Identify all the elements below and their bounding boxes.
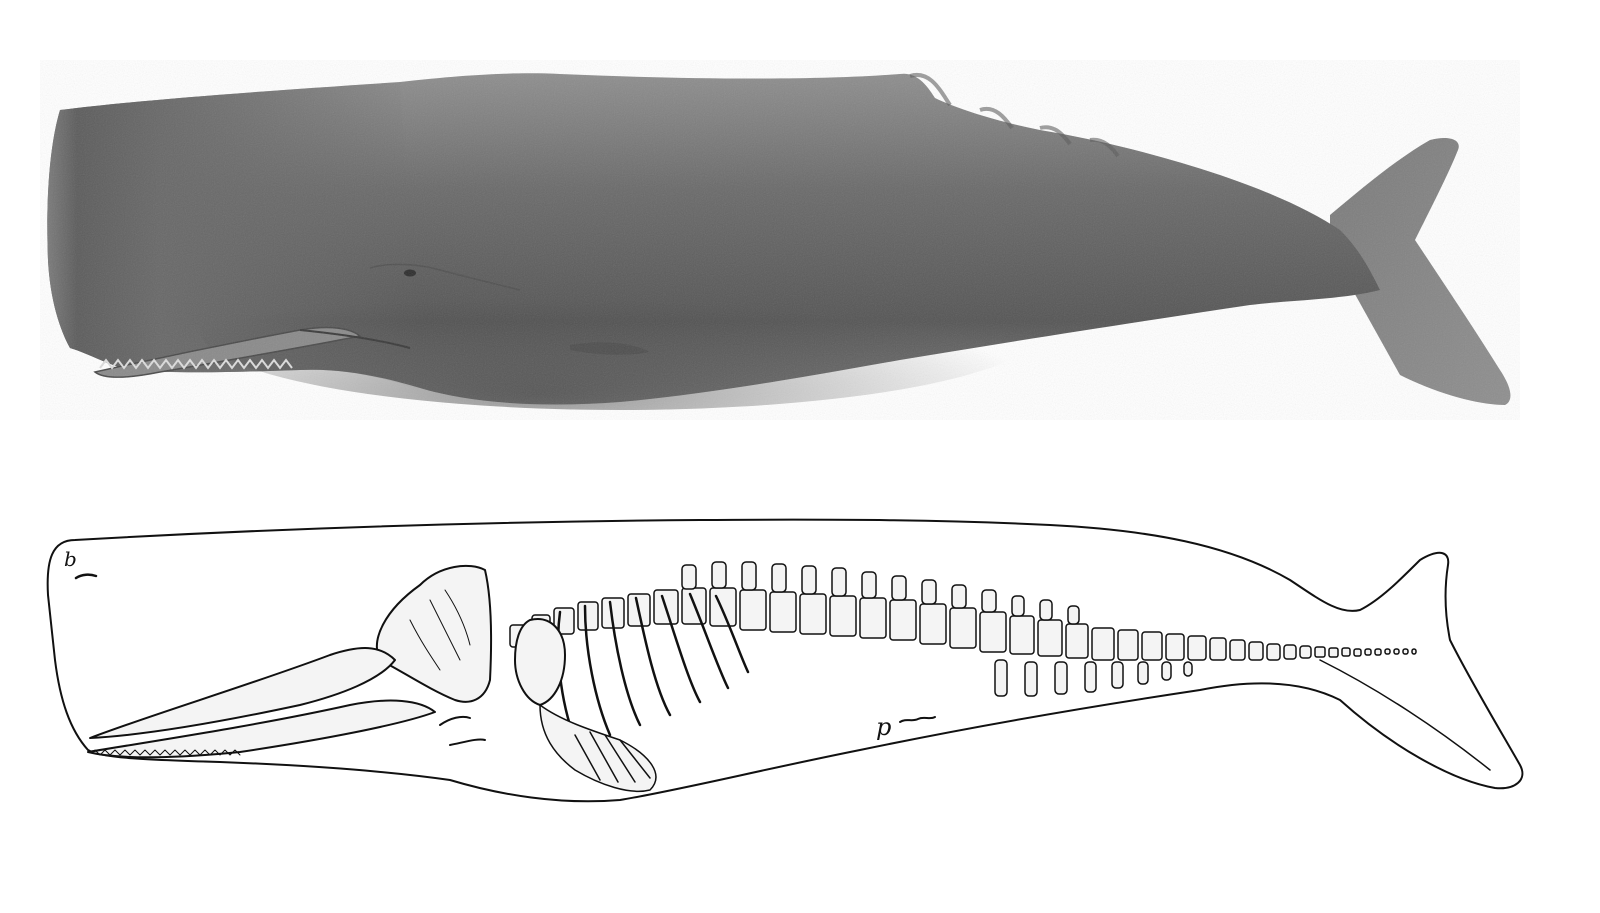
skeleton-fluke-inner-line bbox=[1320, 660, 1490, 770]
sperm-whale-skeleton-drawing bbox=[48, 520, 1523, 802]
skeleton-chevron-bones bbox=[995, 660, 1192, 696]
skeleton-scapula bbox=[515, 619, 565, 705]
skeleton-pelvic-rudiment bbox=[900, 717, 935, 722]
skeleton-body-outline bbox=[48, 520, 1523, 802]
panel-label-b: b bbox=[64, 547, 77, 571]
pectoral-label-p: p bbox=[876, 713, 892, 741]
skeleton-blowhole-mark bbox=[76, 575, 96, 578]
skeleton-hyoid bbox=[440, 717, 485, 745]
skeleton-flipper bbox=[540, 705, 656, 791]
sperm-whale-exterior-drawing bbox=[40, 60, 1520, 420]
skeleton-skull bbox=[377, 566, 491, 702]
